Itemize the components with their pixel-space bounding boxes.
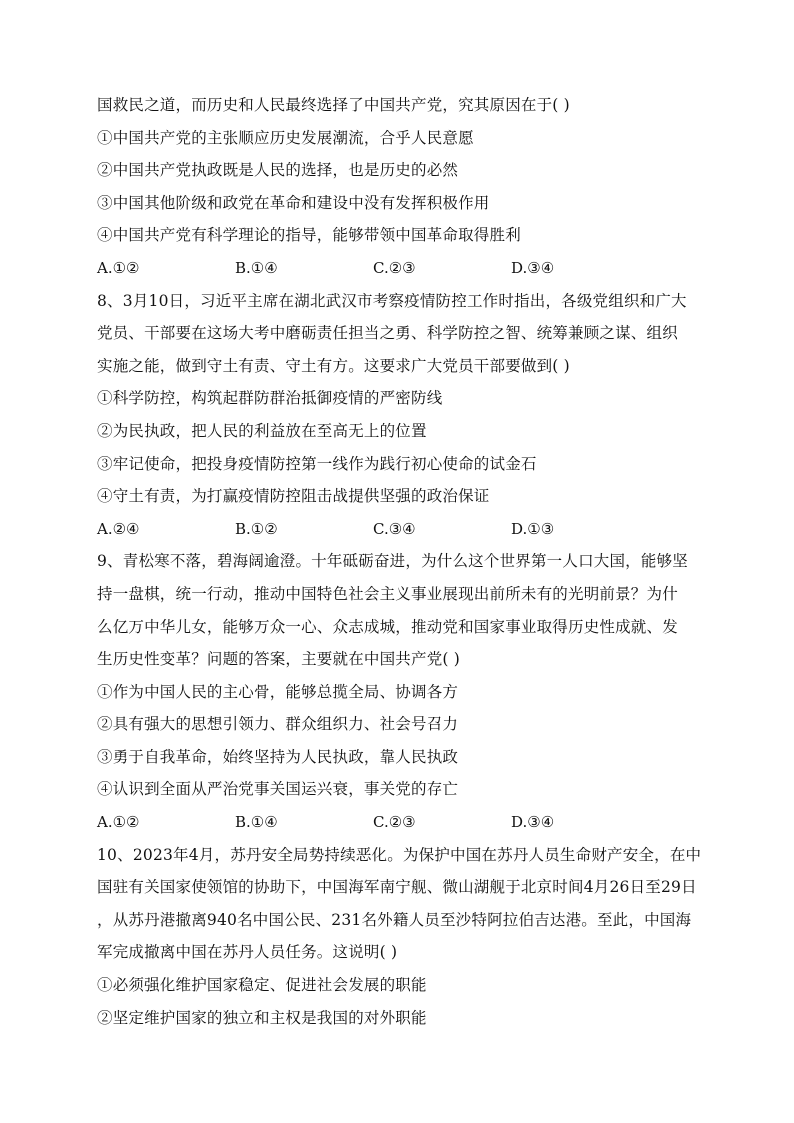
q10-item-1: ①必须强化维护国家稳定、促进社会发展的职能 xyxy=(97,976,427,995)
q10-stem-line-2: 国驻有关国家使领馆的协助下，中国海军南宁舰、微山湖舰于北京时间4月26日至29日 xyxy=(97,878,697,897)
q7-item-4: ④中国共产党有科学理论的指导，能够带领中国革命取得胜利 xyxy=(97,226,521,245)
q7-option-d[interactable]: D.③④ xyxy=(511,258,555,277)
q10-stem-line-1: 10、2023年4月，苏丹安全局势持续恶化。为保护中国在苏丹人员生命财产安全，在中 xyxy=(97,845,702,864)
q8-option-a[interactable]: A.②④ xyxy=(97,519,140,538)
q8-stem-line-1: 8、3月10日，习近平主席在湖北武汉市考察疫情防控工作时指出，各级党组织和广大 xyxy=(97,291,687,310)
q8-stem-line-2: 党员、干部要在这场大考中磨砺责任担当之勇、科学防控之智、统筹兼顾之谋、组织 xyxy=(97,324,678,343)
q9-item-4: ④认识到全面从严治党事关国运兴衰，事关党的存亡 xyxy=(97,780,459,799)
q10-stem-line-3: ，从苏丹港撤离940名中国公民、231名外籍人员至沙特阿拉伯吉达港。至此，中国海 xyxy=(97,910,692,929)
q8-item-4: ④守土有责，为打赢疫情防控阻击战提供坚强的政治保证 xyxy=(97,487,490,506)
q9-options xyxy=(97,806,697,839)
q9-item-1: ①作为中国人民的主心骨，能够总揽全局、协调各方 xyxy=(97,682,459,701)
q8-item-1: ①科学防控，构筑起群防群治抵御疫情的严密防线 xyxy=(97,389,443,408)
q7-option-c[interactable]: C.②③ xyxy=(373,258,416,277)
q9-option-d[interactable]: D.③④ xyxy=(511,813,555,832)
q10-item-2: ②坚定维护国家的独立和主权是我国的对外职能 xyxy=(97,1008,427,1027)
q8-item-2: ②为民执政，把人民的利益放在至高无上的位置 xyxy=(97,421,427,440)
q8-option-d[interactable]: D.①③ xyxy=(511,519,555,538)
q9-stem-line-3: 么亿万中华儿女，能够万众一心、众志成城，推动党和国家事业取得历史性成就、发 xyxy=(97,617,678,636)
q7-option-b[interactable]: B.①④ xyxy=(235,258,278,277)
q10-stem-line-4: 军完成撤离中国在苏丹人员任务。这说明( ) xyxy=(97,943,398,962)
q9-stem-line-4: 生历史性变革？问题的答案，主要就在中国共产党( ) xyxy=(97,650,461,669)
q9-item-2: ②具有强大的思想引领力、群众组织力、社会号召力 xyxy=(97,715,459,734)
q9-option-a[interactable]: A.①② xyxy=(97,813,140,832)
page-content xyxy=(97,89,702,1034)
q9-item-3: ③勇于自我革命，始终坚持为人民执政，靠人民执政 xyxy=(97,747,459,766)
q8-stem-line-3: 实施之能，做到守土有责、守土有方。这要求广大党员干部要做到( ) xyxy=(97,356,570,375)
q9-option-c[interactable]: C.②③ xyxy=(373,813,416,832)
q8-option-c[interactable]: C.③④ xyxy=(373,519,416,538)
q8-options xyxy=(97,513,697,546)
q9-option-b[interactable]: B.①④ xyxy=(235,813,278,832)
q7-item-1: ①中国共产党的主张顺应历史发展潮流，合乎人民意愿 xyxy=(97,128,474,147)
q7-options xyxy=(97,252,697,285)
q9-stem-line-1: 9、青松寒不落，碧海阔逾澄。十年砥砺奋进，为什么这个世界第一人口大国，能够坚 xyxy=(97,552,688,571)
q8-option-b[interactable]: B.①② xyxy=(235,519,278,538)
q7-item-3: ③中国其他阶级和政党在革命和建设中没有发挥积极作用 xyxy=(97,193,490,212)
q9-stem-line-2: 持一盘棋，统一行动，推动中国特色社会主义事业展现出前所未有的光明前景？为什 xyxy=(97,584,678,603)
q7-option-a[interactable]: A.①② xyxy=(97,258,140,277)
q7-item-2: ②中国共产党执政既是人民的选择，也是历史的必然 xyxy=(97,161,459,180)
q7-stem-tail: 国救民之道，而历史和人民最终选择了中国共产党，究其原因在于( ) xyxy=(97,96,570,114)
q8-item-3: ③牢记使命，把投身疫情防控第一线作为践行初心使命的试金石 xyxy=(97,454,537,473)
